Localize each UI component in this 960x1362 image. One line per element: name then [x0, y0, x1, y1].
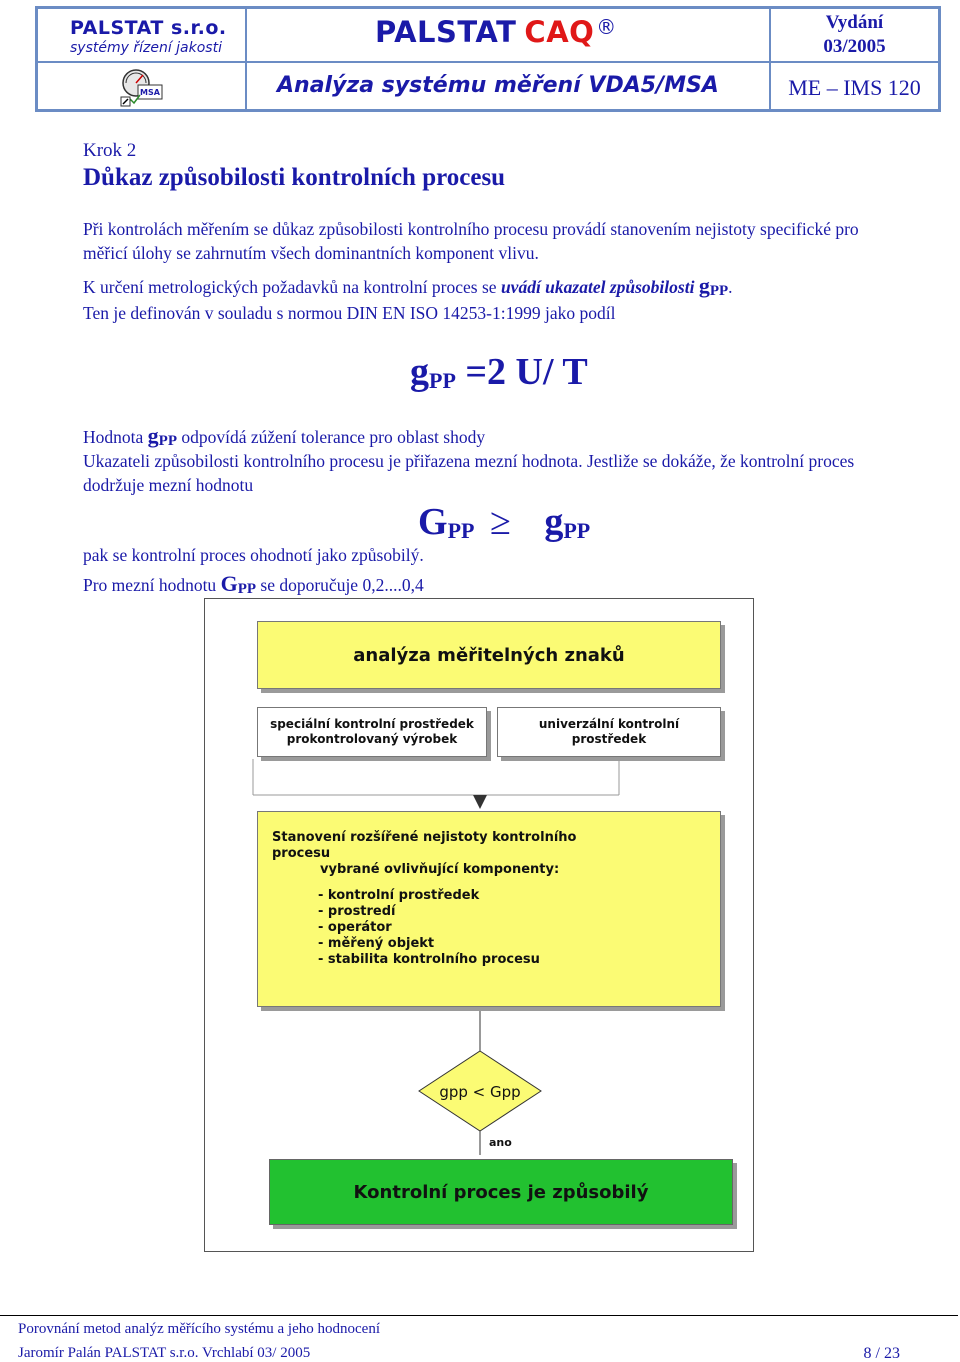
footer-document-title: Porovnání metod analýz měřícího systému a jeho hodnocení: [18, 1321, 380, 1337]
recommendation-suffix: se doporučuje 0,2....0,4: [256, 575, 424, 595]
paragraph-conclusion: pak se kontrolní proces ohodnotí jako způsobilý.: [83, 545, 424, 565]
capable-result-box: Kontrolní proces je způsobilý: [269, 1159, 733, 1225]
formula2-symbol-g: g: [544, 501, 564, 543]
formula2-symbol-G: G: [418, 501, 448, 543]
universal-instrument-line1: univerzální kontrolní: [538, 717, 680, 731]
footer-author: Jaromír Palán PALSTAT s.r.o. Vrchlabí 03/ 2005: [18, 1345, 311, 1361]
component-item: - stabilita kontrolního procesu: [318, 952, 540, 967]
formula2-subscript-G: PP: [447, 518, 475, 543]
component-item: - kontrolní prostředek: [318, 888, 480, 903]
value-text-suffix: odpovídá zúžení tolerance pro oblast shody: [176, 427, 486, 447]
analysis-box: analýza měřitelných znaků: [257, 621, 721, 689]
components-heading: vybrané ovlivňující komponenty:: [320, 862, 560, 877]
uncertainty-line1: Stanovení rozšířené nejistoty kontrolního: [272, 830, 577, 845]
paragraph-recommendation: [83, 572, 683, 601]
symbol-G-inline: G: [220, 571, 238, 596]
formula2-subscript-g: PP: [563, 518, 591, 543]
symbol-g: g: [698, 273, 710, 298]
symbol-gpp: [699, 273, 728, 298]
title-cell: [246, 8, 770, 62]
document-subtitle: Analýza systému měření VDA5/MSA: [277, 73, 719, 98]
paragraph-intro: Při kontrolách měřením se důkaz způsobilosti kontrolního procesu provádí stanovením nejistoty specifické pro měřicí úlohy se zahrnutím všech dominantních komponent vlivu.: [83, 219, 859, 263]
symbol-g-inline: g: [147, 423, 159, 448]
special-instrument-line2: prokontrolovaný výrobek: [286, 732, 458, 746]
product-title: [375, 15, 617, 49]
symbol-subscript: PP: [709, 283, 729, 299]
yes-label: ano: [489, 1136, 512, 1149]
recommendation-prefix: Pro mezní hodnotu: [83, 575, 221, 595]
symbol-G-subscript-inline: PP: [237, 581, 257, 597]
formula-subscript: PP: [429, 368, 456, 393]
paragraph-limit: Ukazateli způsobilosti kontrolního procesu je přiřazena mezní hodnota. Jestliže se dokáže, že kontrolní proces dodržuje mezní hodnotu: [83, 451, 855, 495]
symbol-subscript-inline: PP: [158, 433, 177, 449]
document-header: [35, 6, 941, 112]
company-tagline: systémy řízení jakosti: [70, 40, 222, 56]
formula-gpp: [410, 350, 588, 394]
uncertainty-line2: procesu: [272, 846, 331, 861]
company-name: PALSTAT s.r.o.: [70, 17, 227, 39]
section-heading: Důkaz způsobilosti kontrolních procesu: [83, 164, 506, 191]
registered-mark: ®: [596, 15, 617, 39]
subtitle-cell: [246, 62, 770, 110]
issue-label: Vydání: [825, 12, 884, 33]
component-item: - prostredí: [318, 904, 396, 919]
capability-indicator-text: uvádí ukazatel způsobilosti: [500, 277, 695, 297]
formula-symbol-g: g: [410, 351, 429, 393]
paragraph-requirements: K určení metrologických požadavků na kontrolní proces se uvádí ukazatel způsobilosti $g_{PP}$.: [83, 273, 733, 299]
footer-divider: [0, 1315, 958, 1316]
issue-value: 03/2005: [823, 36, 886, 57]
msa-logo-icon: [120, 67, 164, 107]
paragraph-definition: Ten je definován v souladu s normou DIN EN ISO 14253-1:1999 jako podíl: [83, 303, 616, 323]
geq-symbol: ≥: [489, 501, 511, 543]
step-label: Krok 2: [83, 140, 137, 161]
universal-instrument-line2: prostředek: [571, 732, 647, 746]
special-instrument-line1: speciální kontrolní prostředek: [270, 717, 474, 731]
symbol-gpp-inline: [148, 423, 177, 448]
flowchart: [204, 598, 754, 1252]
logo-cell: [37, 62, 246, 110]
value-text-prefix: Hodnota: [83, 427, 148, 447]
product-title-part2: CAQ: [524, 15, 595, 49]
special-instrument-box: [257, 707, 487, 757]
universal-instrument-box: [497, 707, 721, 757]
product-title-part1: PALSTAT: [375, 15, 517, 49]
component-item: - měřený objekt: [318, 936, 435, 951]
decision-label: gpp < Gpp: [439, 1083, 521, 1101]
formula-inequality: [418, 500, 590, 544]
document-code: ME – IMS 120: [788, 75, 921, 100]
arrow-down-icon: [473, 795, 487, 809]
component-item: - operátor: [318, 920, 392, 935]
company-cell: [37, 8, 246, 62]
page-number: 8 / 23: [863, 1345, 900, 1362]
formula-expression: =2 U/ T: [465, 351, 588, 393]
code-cell: [770, 62, 939, 110]
symbol-Gpp-inline: [221, 571, 256, 596]
uncertainty-box: [257, 811, 721, 1007]
issue-cell: [770, 8, 939, 62]
requirements-text: K určení metrologických požadavků na kontrolní proces se: [83, 277, 501, 297]
logo-badge: MSA: [140, 88, 160, 97]
